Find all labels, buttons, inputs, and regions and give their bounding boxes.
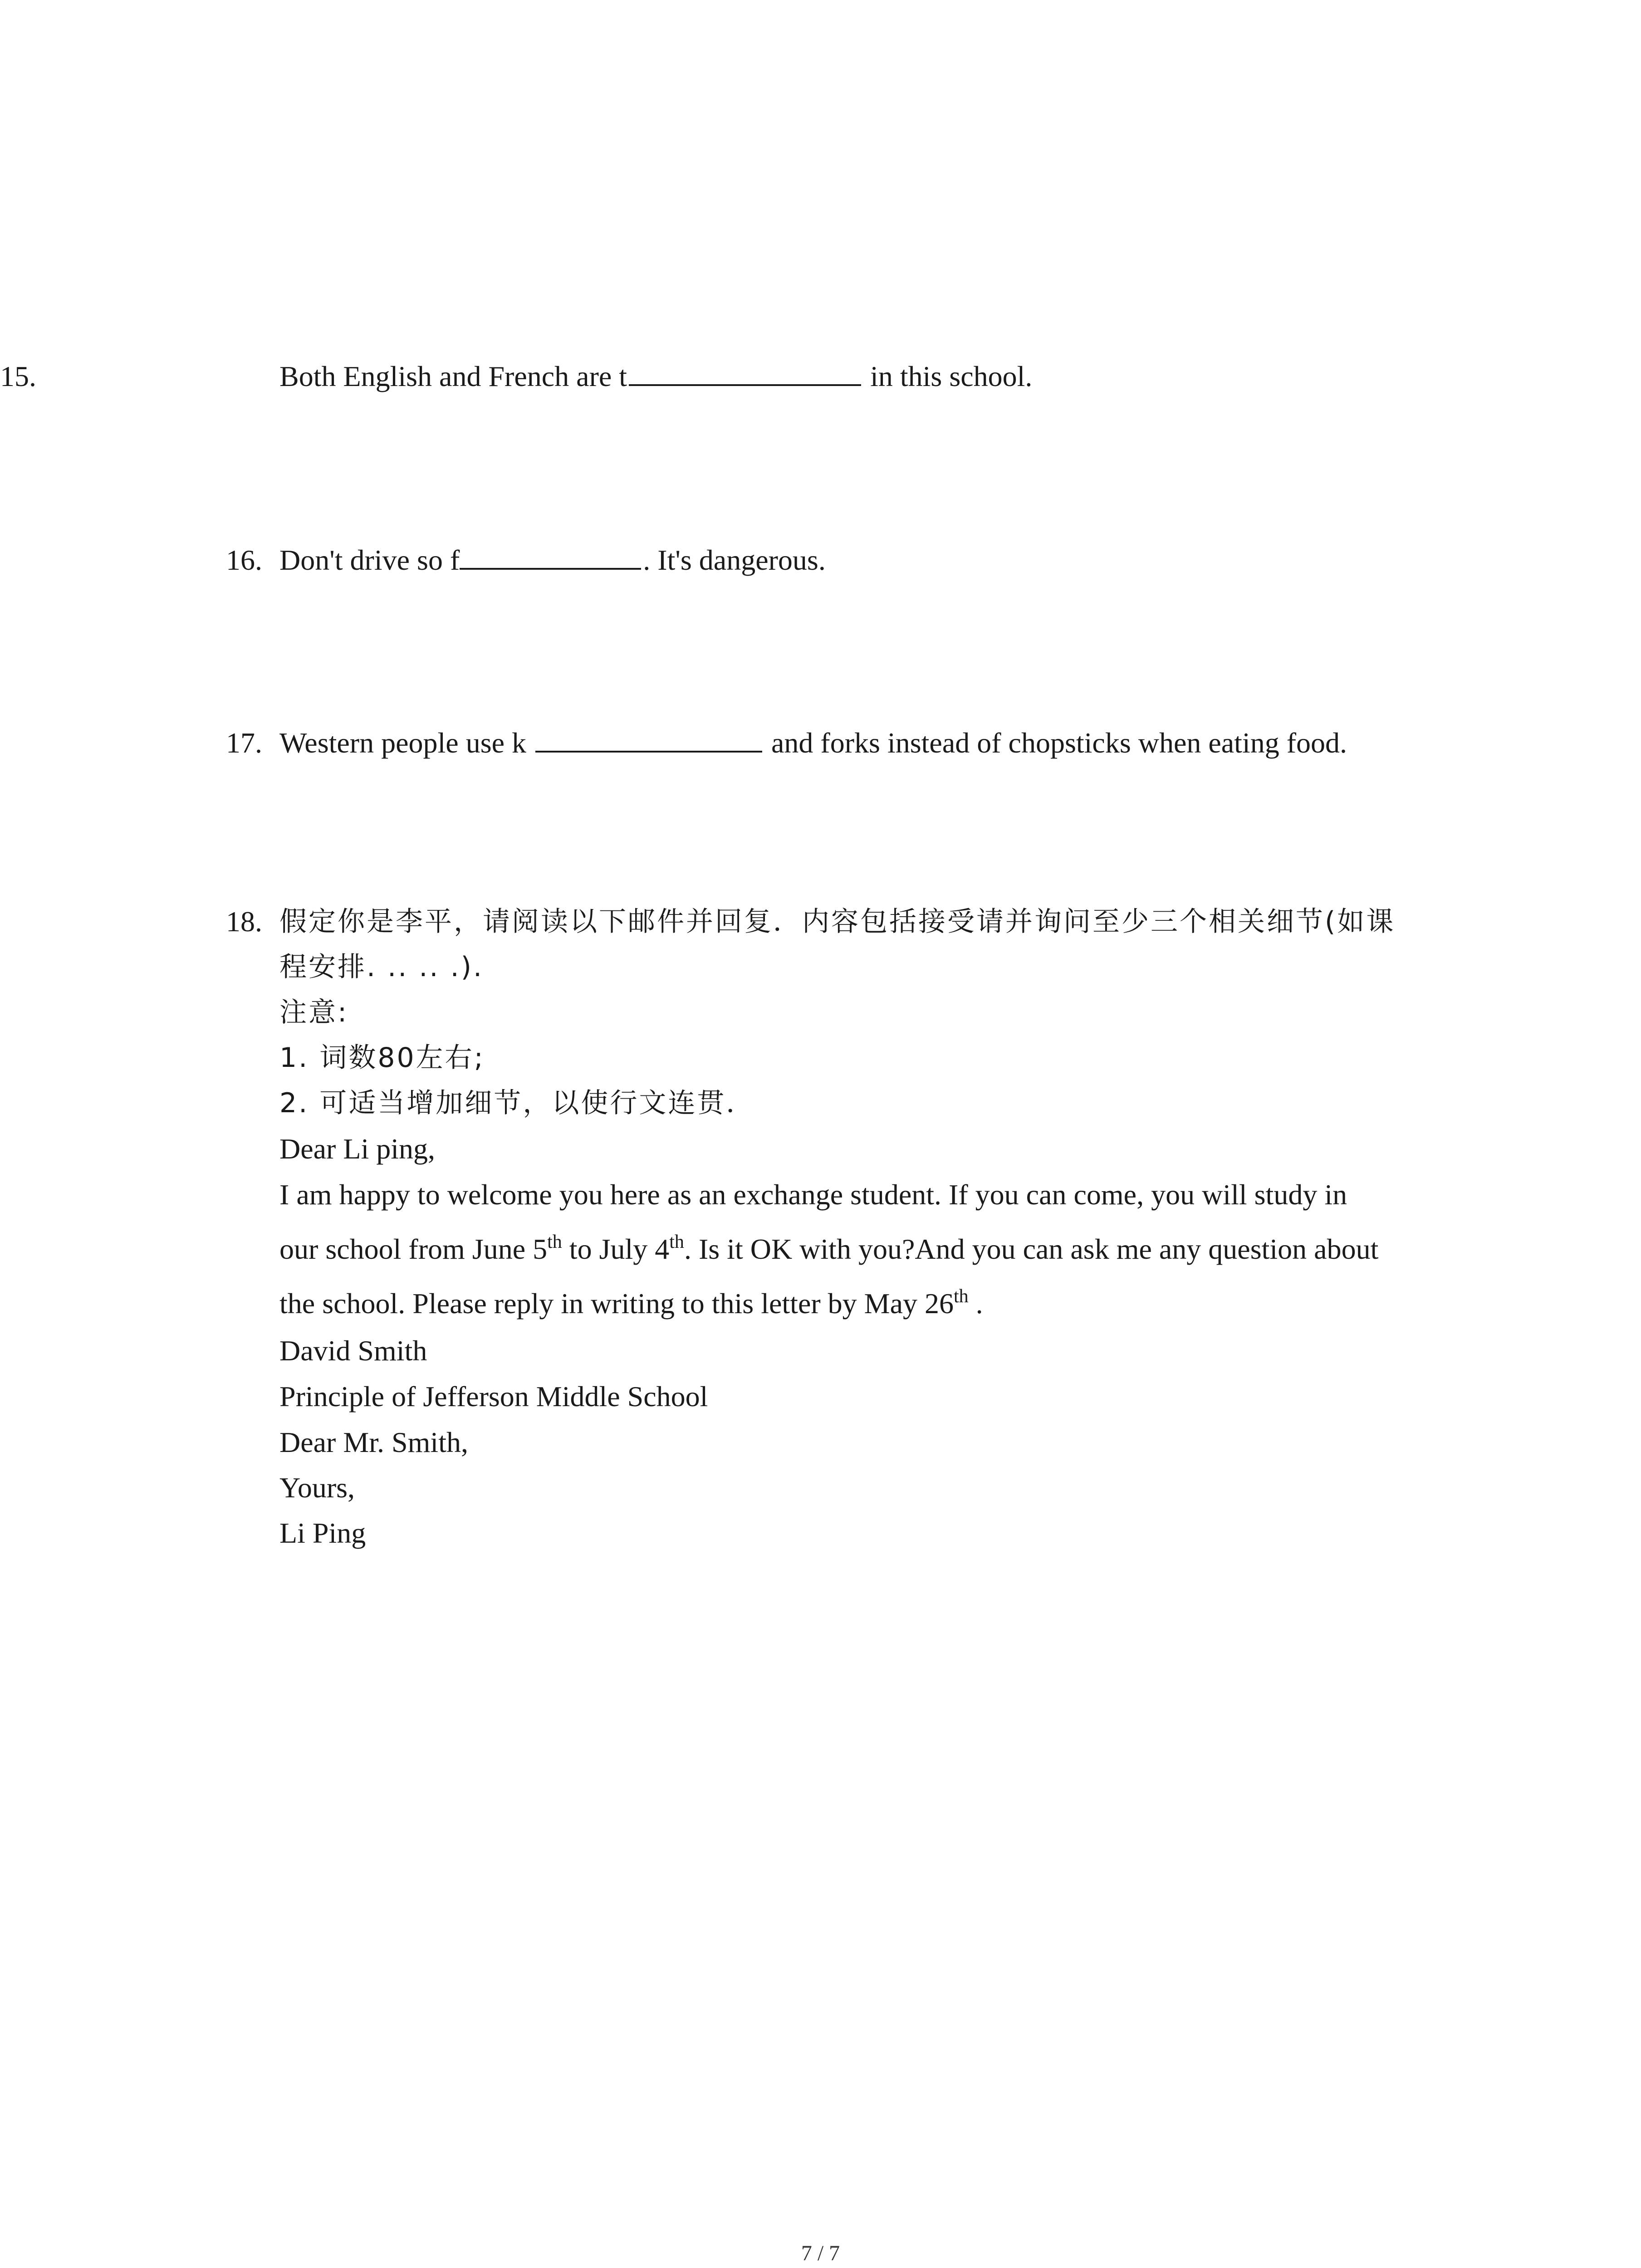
letter-text: . (968, 1287, 983, 1320)
question-text-before: Don't drive so f (279, 544, 460, 576)
letter-text: to July 4 (562, 1233, 670, 1265)
letter-text: the school. Please reply in writing to this letter by May 26 (279, 1287, 954, 1320)
answer-blank[interactable] (629, 360, 861, 386)
q18-note-1: 1. 词数80左右; (279, 1042, 485, 1074)
question-16-number: 16. (226, 544, 262, 576)
question-16-text (279, 542, 826, 578)
question-17-text (279, 725, 1347, 761)
letter-body-line1: I am happy to welcome you here as an exchange student. If you can come, you will study in (279, 1178, 1347, 1211)
letter-sign-title: Principle of Jefferson Middle School (279, 1380, 708, 1413)
question-text-after: in this school. (863, 360, 1033, 392)
question-number: 15. (0, 360, 36, 392)
q18-prompt-line2: 程安排. .. .. .). (279, 951, 484, 983)
question-15-text (279, 358, 1032, 395)
letter-greeting: Dear Li ping, (279, 1133, 435, 1165)
question-17-number: 17. (226, 727, 262, 759)
q18-prompt-line1: 假定你是李平，请阅读以下邮件并回复．内容包括接受请并询问至少三个相关细节(如课 (279, 906, 1396, 938)
q18-note-label: 注意: (279, 997, 349, 1028)
superscript: th (953, 1286, 969, 1307)
question-18-number: 18. (226, 905, 262, 938)
question-text-before: Both English and French are t (279, 360, 627, 392)
letter-body-line2 (279, 1231, 1378, 1267)
question-text-after: and forks instead of chopsticks when eating food. (764, 727, 1347, 759)
letter-text: our school from June 5 (279, 1233, 548, 1265)
question-text-after: . It's dangerous. (643, 544, 826, 576)
superscript: th (547, 1232, 562, 1252)
reply-greeting: Dear Mr. Smith, (279, 1426, 468, 1458)
superscript: th (669, 1232, 684, 1252)
answer-blank[interactable] (460, 543, 641, 570)
letter-body-line3 (279, 1286, 983, 1322)
q18-note-2: 2. 可适当增加细节，以使行文连贯． (279, 1087, 755, 1119)
question-text-before: Western people use k (279, 727, 534, 759)
answer-blank[interactable] (535, 726, 762, 753)
reply-closing: Yours, (279, 1471, 355, 1504)
reply-name: Li Ping (279, 1517, 366, 1549)
page-number: 7 / 7 (801, 2241, 840, 2265)
letter-sign-name: David Smith (279, 1334, 427, 1367)
letter-text: . Is it OK with you?And you can ask me any question about (684, 1233, 1379, 1265)
question-15 (0, 358, 36, 395)
